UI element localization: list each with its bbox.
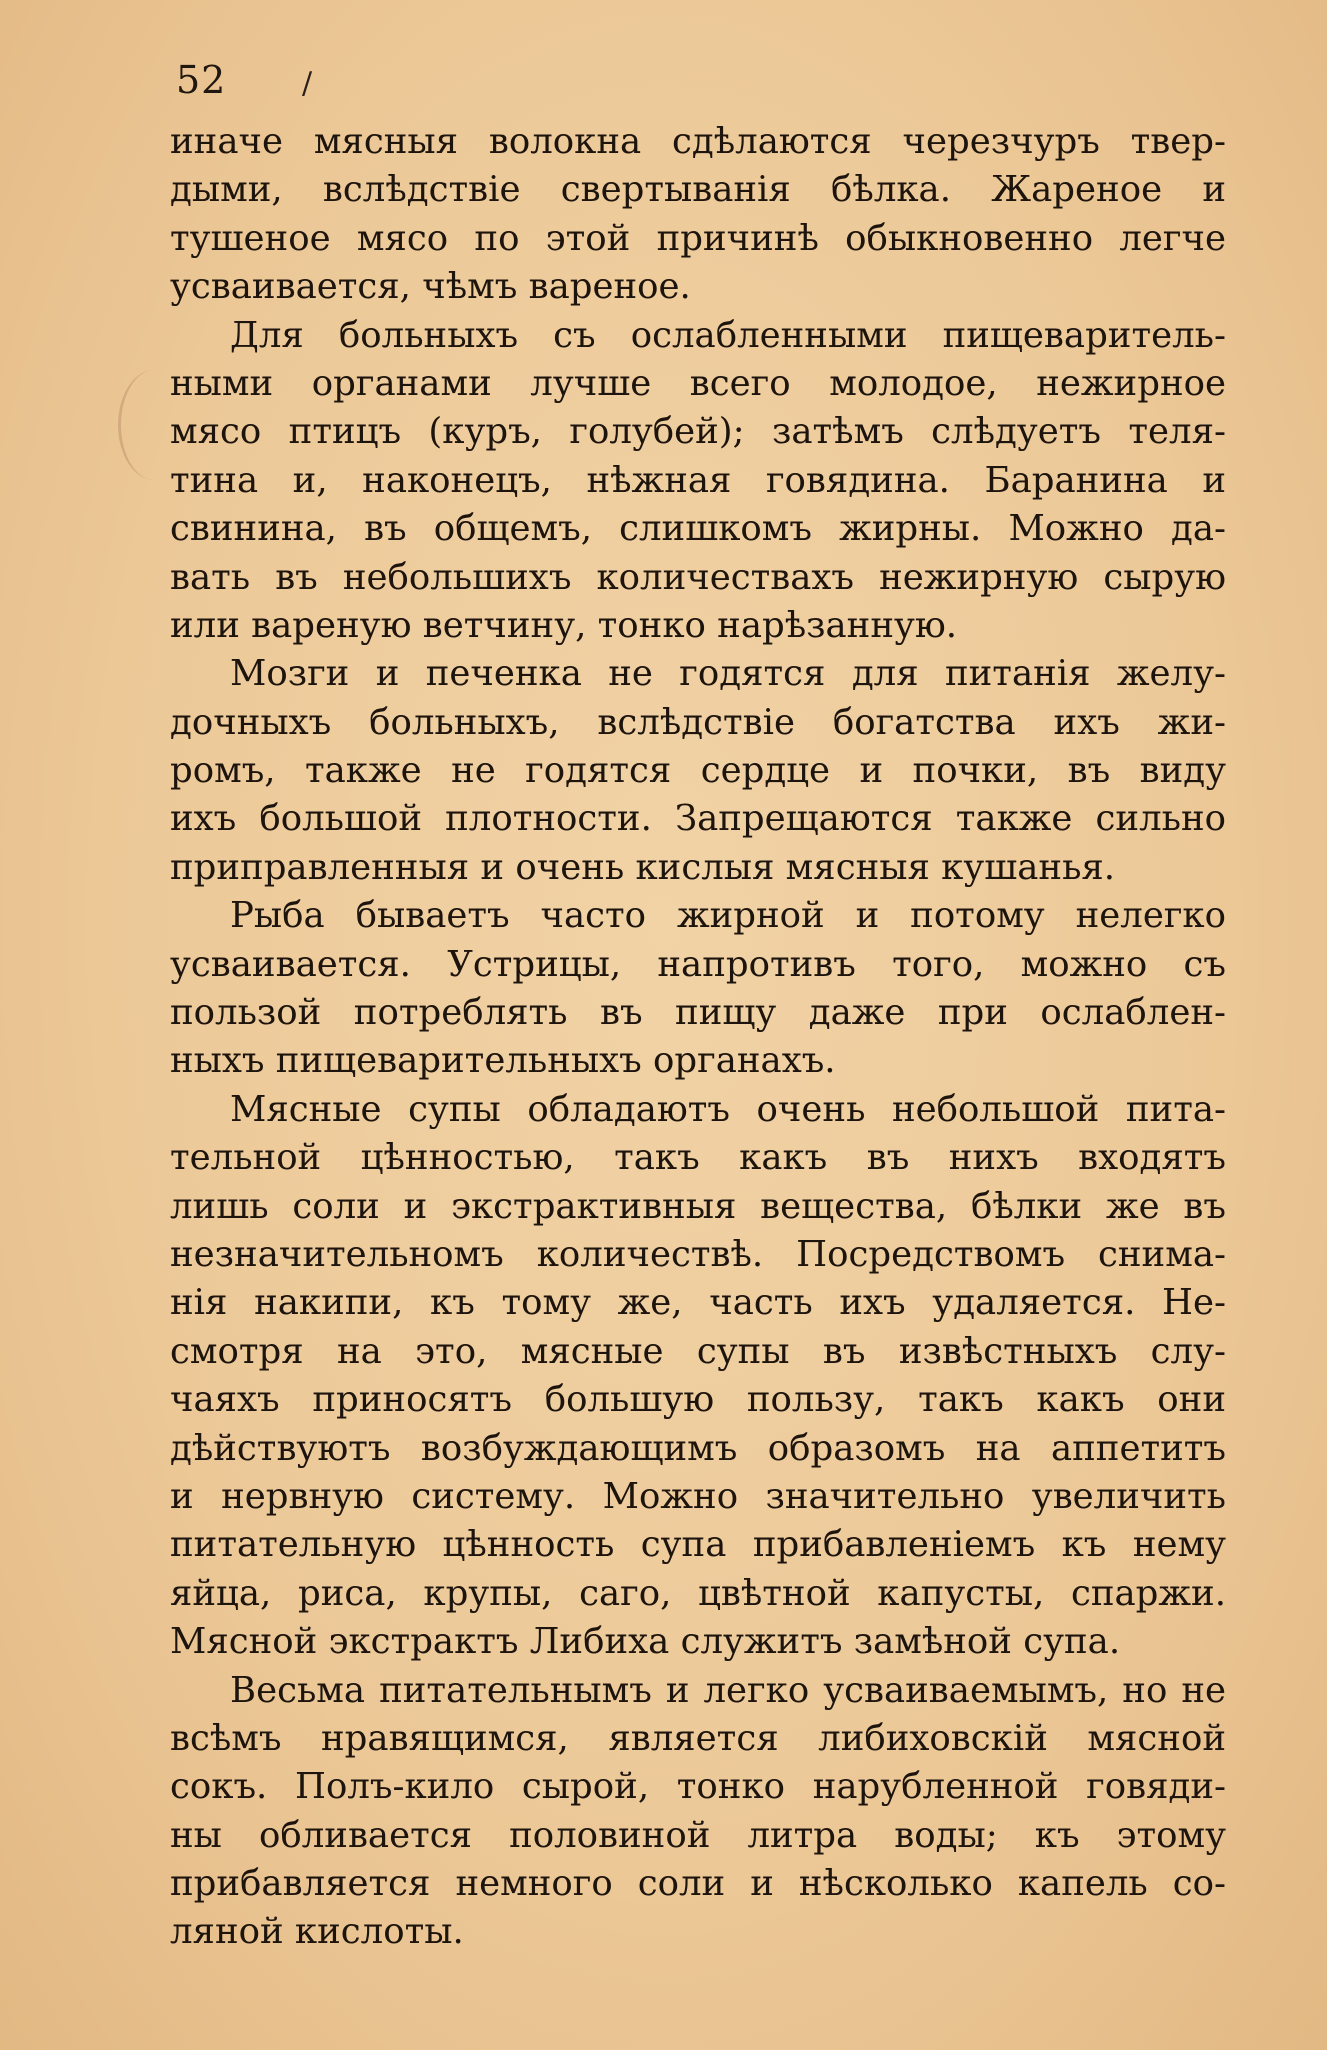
text-line: Мозги и печенка не годятся для питанія желу- (230, 653, 1226, 695)
text-line: Для больныхъ съ ослабленными пищеваритель- (230, 314, 1226, 356)
text-line: вать въ небольшихъ количествахъ нежирную сырую (170, 556, 1226, 598)
text-line: свинина, въ общемъ, слишкомъ жирны. Можно да- (170, 508, 1226, 550)
text-line: иначе мясныя волокна сдѣлаются черезчуръ твер- (170, 121, 1226, 162)
text-line: нія накипи, къ тому же, часть ихъ удаляется. Не- (170, 1282, 1226, 1324)
text-line: сокъ. Полъ-кило сырой, тонко нарубленной говяди- (170, 1766, 1226, 1808)
text-line: усваивается. Устрицы, напротивъ того, можно съ (170, 943, 1226, 985)
text-line: тельной цѣнностью, такъ какъ въ нихъ входятъ (170, 1137, 1226, 1179)
text-line: Весьма питательнымъ и легко усваиваемымъ, но не (230, 1669, 1226, 1711)
text-line: незначительномъ количествѣ. Посредствомъ снима- (170, 1233, 1226, 1275)
text-line: тина и, наконецъ, нѣжная говядина. Баранина и (170, 459, 1226, 501)
text-line: яйца, риса, крупы, саго, цвѣтной капусты, спаржи. (170, 1572, 1226, 1614)
stray-ink-mark: / (302, 66, 313, 101)
text-line: ромъ, также не годятся сердце и почки, въ виду (170, 750, 1226, 792)
text-line: усваивается, чѣмъ вареное. (170, 266, 691, 308)
text-line: питательную цѣнность супа прибавленіемъ къ нему (170, 1524, 1226, 1566)
text-line: ныхъ пищеварительныхъ органахъ. (170, 1040, 836, 1082)
text-line: ными органами лучше всего молодое, нежирное (170, 362, 1226, 404)
text-line: приправленныя и очень кислыя мясныя кушанья. (170, 846, 1116, 888)
text-line: дыми, вслѣдствіе свертыванія бѣлка. Жареное и (170, 169, 1226, 211)
text-line: дѣйствуютъ возбуждающимъ образомъ на аппетитъ (170, 1427, 1226, 1469)
text-line: дочныхъ больныхъ, вслѣдствіе богатства ихъ жи- (170, 701, 1226, 743)
text-line: ны обливается половиной литра воды; къ этому (170, 1814, 1226, 1856)
text-line: мясо птицъ (куръ, голубей); затѣмъ слѣдуетъ теля- (170, 411, 1226, 453)
text-line: или вареную ветчину, тонко нарѣзанную. (170, 604, 958, 646)
text-line: Рыба бываетъ часто жирной и потому нелегко (230, 895, 1226, 937)
text-line: лишь соли и экстрактивныя вещества, бѣлки же въ (170, 1185, 1226, 1227)
text-line: тушеное мясо по этой причинѣ обыкновенно легче (170, 217, 1226, 259)
text-line: ляной кислоты. (170, 1911, 464, 1953)
text-line: пользой потреблять въ пищу даже при ослаблен- (170, 992, 1226, 1034)
text-line: прибавляется немного соли и нѣсколько капель со- (170, 1863, 1226, 1905)
text-line: смотря на это, мясные супы въ извѣстныхъ слу- (170, 1330, 1226, 1372)
text-line: ихъ большой плотности. Запрещаются также сильно (170, 798, 1226, 840)
text-line: Мясной экстрактъ Либиха служитъ замѣной супа. (170, 1621, 1121, 1663)
text-line: чаяхъ приносятъ большую пользу, такъ какъ они (170, 1379, 1226, 1421)
text-body (170, 118, 1226, 1957)
text-line: всѣмъ нравящимся, является либиховскій мясной (170, 1717, 1226, 1759)
page-number: 52 (176, 58, 227, 102)
text-line: Мясные супы обладаютъ очень небольшой пита- (230, 1088, 1226, 1130)
text-line: и нервную систему. Можно значительно увеличить (170, 1475, 1226, 1517)
